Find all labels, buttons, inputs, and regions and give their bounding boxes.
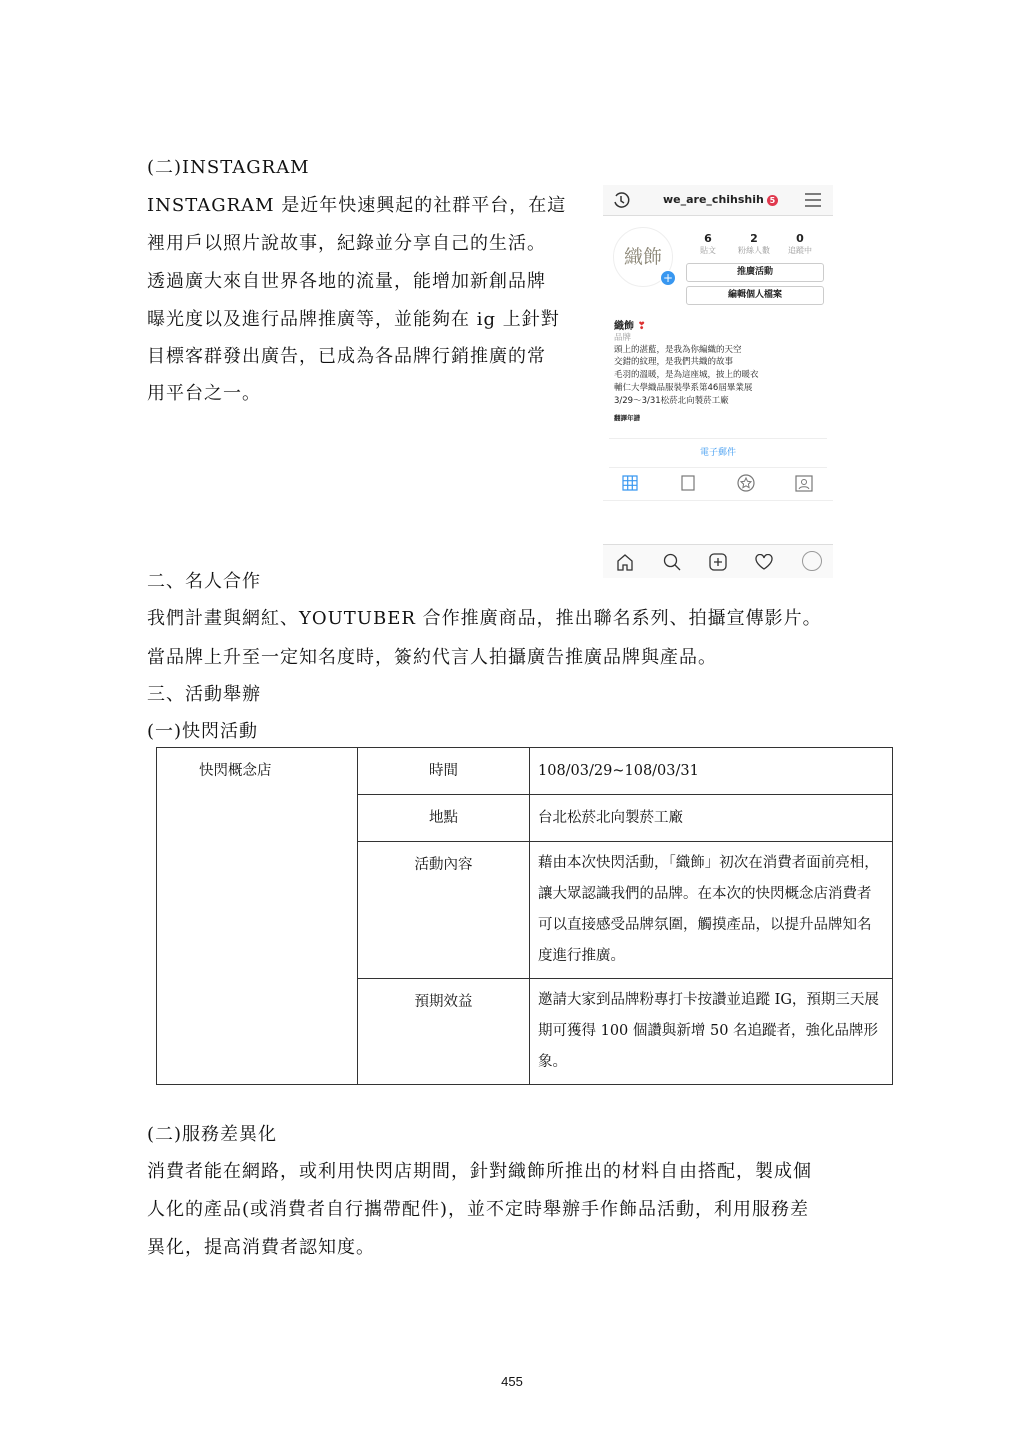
instagram-profile-screenshot <box>603 185 833 578</box>
paragraph-line: 目標客群發出廣告，已成為各品牌行銷推廣的常 <box>147 346 546 367</box>
table-title: 快閃概念店 <box>157 748 358 1085</box>
heading-instagram: (二)INSTAGRAM <box>147 157 310 178</box>
row-value: 藉由本次快閃活動，「織飾」初次在消費者面前亮相，讓大眾認識我們的品牌。在本次的快閃概念店消費者可以直接感受品牌氛圍，觸摸產品，以提升品牌知名度進行推廣。 <box>530 842 893 979</box>
ig-username: we_are_chihshih <box>663 193 764 206</box>
row-label: 預期效益 <box>358 979 530 1085</box>
profile-icon <box>802 551 822 571</box>
stat-following: 0 追蹤中 <box>788 232 812 255</box>
email-button: 電子郵件 <box>609 438 827 468</box>
paragraph-line: 當品牌上升至一定知名度時，簽約代言人拍攝廣告推廣品牌與產品。 <box>147 647 717 668</box>
bio-line: 3/29～3/31松菸北向製菸工廠 <box>614 396 729 406</box>
stat-posts: 6 貼文 <box>700 232 716 255</box>
ig-category: 品牌 <box>614 333 632 343</box>
paragraph-line: 用平台之一。 <box>147 383 261 404</box>
row-label: 活動內容 <box>358 842 530 979</box>
menu-icon <box>805 193 821 207</box>
ig-bottom-nav <box>603 544 833 578</box>
ig-name: 織飾 ❣ <box>614 321 646 332</box>
search-icon <box>663 553 681 571</box>
row-value: 邀請大家到品牌粉專打卡按讚並追蹤 IG，預期三天展期可獲得 100 個讚與新增 50 名追蹤者，強化品牌形象。 <box>530 979 893 1085</box>
tagged-icon <box>795 474 813 492</box>
heading-service: (二)服務差異化 <box>147 1124 278 1145</box>
bio-line: 毛羽的溫暖，是為這座城，披上的暖衣 <box>614 370 759 380</box>
table-row <box>157 748 893 795</box>
row-value: 108/03/29~108/03/31 <box>530 748 893 795</box>
edit-profile-button: 編輯個人檔案 <box>686 286 824 305</box>
home-icon <box>616 553 634 571</box>
paragraph-line: 異化，提高消費者認知度。 <box>147 1237 375 1258</box>
subheading-popup: (一)快閃活動 <box>147 721 259 742</box>
history-icon <box>612 191 630 209</box>
star-icon <box>737 474 755 492</box>
row-label: 時間 <box>358 748 530 795</box>
bio-line: 輔仁大學織品服裝學系第46屆畢業展 <box>614 383 753 393</box>
popup-store-table <box>156 747 893 1085</box>
paragraph-line: INSTAGRAM 是近年快速興起的社群平台，在這 <box>147 195 567 216</box>
paragraph-line: 曝光度以及進行品牌推廣等，並能夠在 ig 上針對 <box>147 309 560 330</box>
ig-header <box>603 185 833 216</box>
bio-line: 頭上的湛藍，是我為你編織的天空 <box>614 345 742 355</box>
paragraph-line: 消費者能在網路，或利用快閃店期間，針對織飾所推出的材料自由搭配，製成個 <box>147 1161 812 1182</box>
bio-line: 交錯的紋理，是我們共織的故事 <box>614 357 734 367</box>
notification-badge: 5 <box>767 195 778 206</box>
translate-link: 翻譯年譜 <box>614 414 640 422</box>
ig-tab-bar <box>603 470 833 501</box>
add-post-icon <box>709 553 727 571</box>
paragraph-line: 人化的產品(或消費者自行攜帶配件)，並不定時舉辦手作飾品活動，利用服務差 <box>147 1199 810 1220</box>
row-label: 地點 <box>358 795 530 842</box>
page-number: 455 <box>501 1374 523 1389</box>
heart-icon <box>755 554 773 570</box>
add-story-icon: + <box>660 270 676 286</box>
stat-followers: 2 粉絲人數 <box>738 232 770 255</box>
feed-icon <box>681 475 695 492</box>
heading-events: 三、活動舉辦 <box>147 684 261 705</box>
promote-button: 推廣活動 <box>686 263 824 282</box>
paragraph-line: 透過廣大來自世界各地的流量，能增加新創品牌 <box>147 271 546 292</box>
heading-celebrity: 二、名人合作 <box>147 571 261 592</box>
ig-avatar: 織飾 <box>613 227 673 287</box>
paragraph-line: 我們計畫與網紅、YOUTUBER 合作推廣商品，推出聯名系列、拍攝宣傳影片。 <box>147 608 822 629</box>
grid-icon <box>622 475 638 491</box>
row-value: 台北松菸北向製菸工廠 <box>530 795 893 842</box>
paragraph-line: 裡用戶以照片說故事，紀錄並分享自己的生活。 <box>147 233 546 254</box>
